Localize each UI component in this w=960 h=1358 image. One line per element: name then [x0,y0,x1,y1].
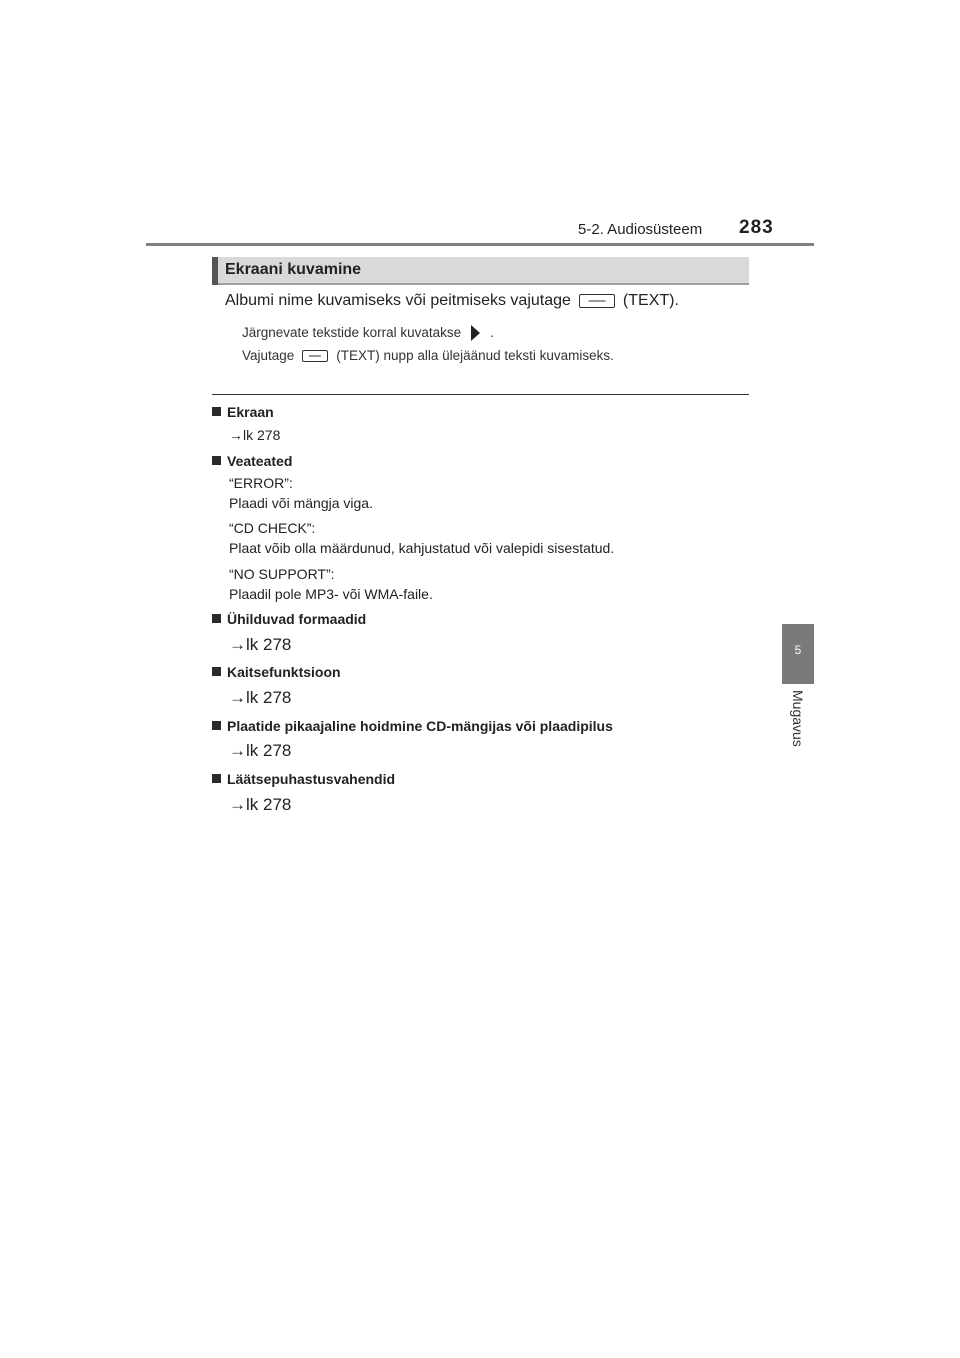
page-reference: →lk 278 [229,795,292,814]
square-bullet-icon [212,667,221,676]
info-heading-formaadid [212,611,366,627]
sub-note-1 [242,325,494,341]
error-description: Plaadi või mängja viga. [229,495,373,511]
no-support-code: “NO SUPPORT”: [229,566,335,582]
main-instruction-text-end: (TEXT). [622,292,679,309]
main-instruction-text: Albumi nime kuvamiseks või peitmiseks vajutage [225,292,571,309]
cd-check-code: “CD CHECK”: [229,520,316,536]
chapter-label: Mugavus [790,690,806,747]
page-reference: →lk 278 [229,427,281,443]
square-bullet-icon [212,721,221,730]
no-support-description: Plaadil pole MP3- või WMA-faile. [229,586,433,602]
square-bullet-icon [212,774,221,783]
info-heading-hoidmine-text: Plaatide pikaajaline hoidmine CD-mängijas või plaadipilus [227,718,613,734]
info-heading-puhastus [212,771,395,787]
square-bullet-icon [212,614,221,623]
info-heading-kaitse-text: Kaitsefunktsioon [227,664,341,680]
page-number: 283 [739,217,774,238]
square-bullet-icon [212,407,221,416]
info-heading-veateated-text: Veateated [227,453,293,469]
square-bullet-icon [212,456,221,465]
cd-check-description: Plaat võib olla määrdunud, kahjustatud või valepidi sisestatud. [229,540,615,556]
header-rule [146,243,814,246]
arrow-right-icon [471,325,480,341]
error-code: “ERROR”: [229,475,293,491]
text-button-icon-small [302,350,328,362]
sub-note-2-end: (TEXT) nupp alla ülejäänud teksti kuvamiseks. [336,348,614,363]
info-heading-kaitse [212,664,341,680]
section-heading-bar [212,257,218,285]
info-heading-veateated [212,453,292,469]
section-title: Ekraani kuvamine [225,261,362,278]
page-reference: →lk 278 [229,688,292,707]
main-instruction [225,292,679,310]
header-section-title: 5-2. Audiosüsteem [578,221,703,238]
info-heading-formaadid-text: Ühilduvad formaadid [227,611,367,627]
chapter-tab: 5 [782,624,814,684]
sub-note-1-end: . [490,325,494,340]
section-divider [212,394,749,395]
info-heading-hoidmine [212,718,613,734]
page-reference: →lk 278 [229,741,292,760]
info-heading-ekraan [212,404,274,420]
sub-note-2 [242,348,614,363]
text-button-icon [579,294,615,308]
info-heading-ekraan-text: Ekraan [227,404,274,420]
info-heading-puhastus-text: Läätsepuhastusvahendid [227,771,396,787]
page-reference: →lk 278 [229,635,292,654]
sub-note-1-text: Järgnevate tekstide korral kuvatakse [242,325,462,340]
sub-note-2-text: Vajutage [242,348,295,363]
